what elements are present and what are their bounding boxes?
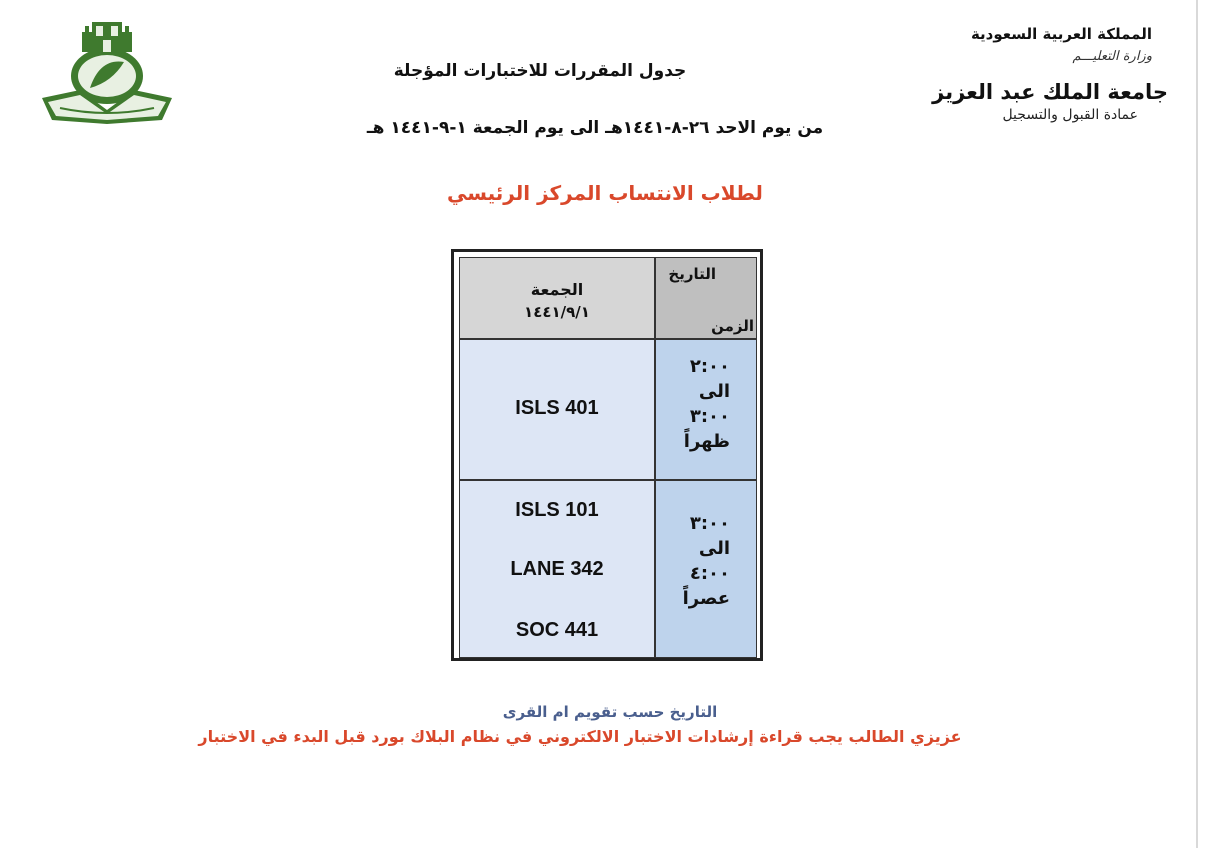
audience-heading: لطلاب الانتساب المركز الرئيسي [447,181,763,205]
course-code: ISLS 101 [515,499,599,521]
document-title: جدول المقررات للاختبارات المؤجلة [393,61,687,81]
time-to: ٣:٠٠ [689,406,730,427]
kingdom-name: المملكة العربية السعودية [970,25,1152,43]
day-header-cell [459,257,655,339]
time-from: ٣:٠٠ [689,513,730,534]
time-to: ٤:٠٠ [689,563,730,584]
deanship-name: عمادة القبول والتسجيل [1002,107,1138,123]
time-to-word: الى [698,538,730,559]
time-slot [683,511,730,611]
time-row-label: الزمن [711,317,754,335]
time-period: ظهراً [683,431,730,452]
date-column-label: التاريخ [668,265,716,283]
corner-header-cell [655,257,757,339]
course-code: ISLS 401 [515,397,599,419]
time-slot [684,354,730,454]
page-edge-divider [1196,0,1198,848]
schedule-table [451,249,763,661]
time-from: ٢:٠٠ [689,356,730,377]
courses-cell [459,339,655,480]
day-name: الجمعة [530,280,584,299]
university-logo [40,18,174,128]
university-name: جامعة الملك عبد العزيز [932,80,1168,104]
calendar-note: التاريخ حسب تقويم ام القرى [502,703,718,721]
exam-warning-note: عزيزي الطالب يجب قراءة إرشادات الاختبار الالكتروني في نظام البلاك بورد قبل البدء في الاختبار [198,727,962,746]
course-code: LANE 342 [510,558,604,580]
time-slot-cell [655,480,757,658]
course-code: SOC 441 [515,619,599,641]
day-date: ١٤٤١/٩/١ [524,303,590,321]
time-slot-cell [655,339,757,480]
ministry-name: وزارة التعليـــم [1072,49,1152,64]
time-period: عصراً [682,588,730,609]
time-to-word: الى [698,381,730,402]
exam-period: من يوم الاحد ٢٦-٨-١٤٤١هـ الى يوم الجمعة ١-٩-١٤٤١ هـ [366,118,824,138]
courses-cell [459,480,655,658]
